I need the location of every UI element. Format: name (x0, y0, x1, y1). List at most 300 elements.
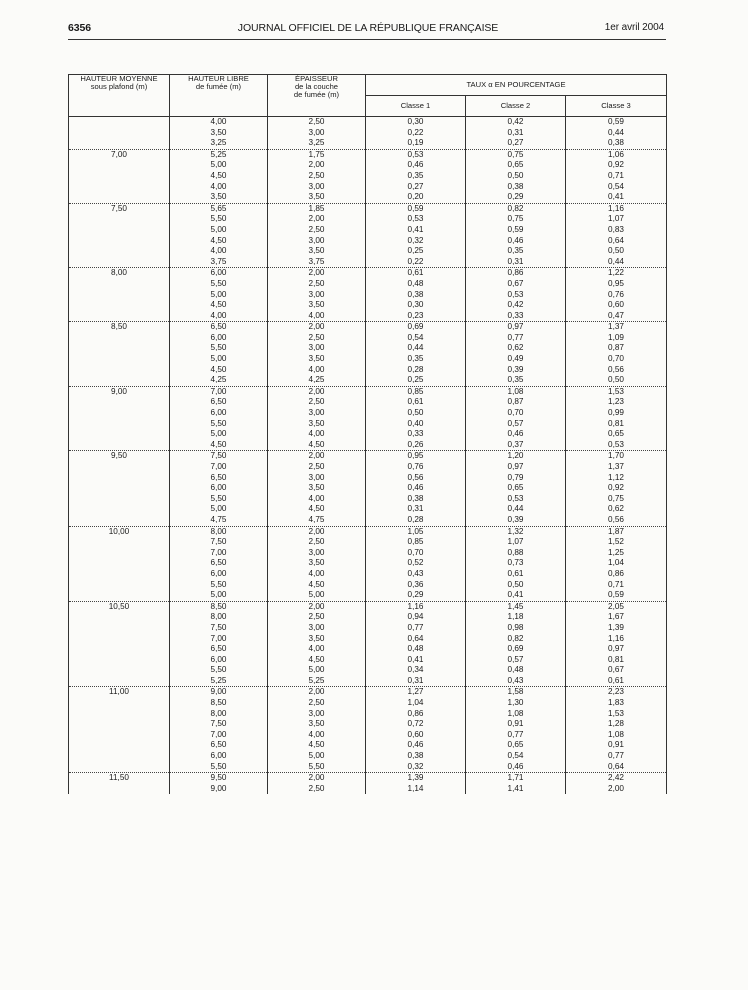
value: 0,46 (507, 761, 524, 771)
value: 0,47 (608, 310, 624, 320)
value: 0,91 (608, 740, 624, 750)
table-row (69, 322, 667, 387)
value: 0,30 (407, 300, 424, 310)
classe-1-cell (366, 117, 466, 150)
hauteur-libre-cell (170, 601, 268, 687)
value: 0,76 (608, 289, 624, 299)
classe-3-cell (566, 451, 667, 526)
col-header-taux: TAUX α EN POURCENTAGE (366, 75, 667, 96)
value: 2,00 (308, 160, 325, 170)
value: 0,49 (507, 354, 524, 364)
value: 4,50 (308, 740, 325, 750)
value: 3,25 (210, 138, 227, 148)
value: 4,50 (308, 579, 325, 589)
classe-2-cell (466, 386, 566, 451)
value: 0,60 (608, 300, 624, 310)
value: 3,00 (308, 708, 325, 718)
value: 0,65 (507, 740, 524, 750)
value: 0,64 (608, 761, 624, 771)
value: 0,37 (507, 439, 524, 449)
value: 0,91 (507, 719, 524, 729)
value: 0,38 (608, 138, 624, 148)
classe-1-cell (366, 386, 466, 451)
classe-3-cell (566, 687, 667, 773)
value: 0,71 (608, 579, 624, 589)
value: 8,00 (210, 526, 227, 536)
page-header (68, 22, 668, 38)
value: 5,00 (210, 429, 227, 439)
table-row (69, 386, 667, 451)
value: 0,46 (407, 740, 424, 750)
value: 0,43 (507, 675, 524, 685)
table-row (69, 117, 667, 150)
value: 0,75 (507, 149, 524, 159)
value: 0,41 (407, 654, 424, 664)
col-header-line: de fumée (m) (293, 90, 340, 100)
value: 2,50 (308, 117, 325, 126)
value: 3,50 (210, 192, 227, 202)
value: 0,56 (407, 472, 424, 482)
value: 0,81 (608, 654, 624, 664)
value: 0,88 (507, 547, 524, 557)
value: 7,00 (210, 729, 227, 739)
value: 0,95 (407, 451, 424, 461)
value: 0,50 (507, 170, 524, 180)
value: 1,30 (507, 698, 524, 708)
value: 1,58 (507, 687, 524, 697)
value: 1,07 (608, 214, 624, 224)
classe-3-cell (566, 322, 667, 387)
value: 2,50 (308, 698, 325, 708)
value: 0,39 (507, 364, 524, 374)
value: 2,05 (608, 601, 624, 611)
value: 0,34 (407, 665, 424, 675)
value: 0,87 (507, 397, 524, 407)
value: 5,50 (210, 214, 227, 224)
value: 0,31 (407, 675, 424, 685)
value: 1,22 (608, 268, 624, 278)
classe-2-cell (466, 268, 566, 322)
hauteur-moyenne-cell: 8,00 (69, 268, 170, 322)
table-row (69, 149, 667, 203)
col-header-classe-3: Classe 3 (566, 96, 667, 117)
col-header-hauteur-moyenne (69, 75, 170, 117)
epaisseur-cell (268, 687, 366, 773)
value: 1,37 (608, 462, 624, 471)
hauteur-moyenne-cell: 8,50 (69, 322, 170, 387)
hauteur-libre-cell (170, 773, 268, 795)
value: 4,00 (308, 568, 325, 578)
value: 0,38 (507, 181, 524, 191)
classe-2-cell (466, 773, 566, 795)
value: 4,50 (210, 439, 227, 449)
value: 0,38 (407, 493, 424, 503)
value: 7,50 (210, 622, 227, 632)
value: 4,50 (210, 235, 227, 245)
table-row (69, 451, 667, 526)
value: 0,35 (507, 375, 524, 385)
value: 0,44 (608, 256, 624, 266)
value: 4,00 (308, 364, 325, 374)
value: 0,77 (507, 332, 524, 342)
value: 2,00 (308, 773, 325, 783)
value: 0,69 (507, 644, 524, 654)
hauteur-moyenne-cell: 10,50 (69, 601, 170, 687)
classe-1-cell (366, 773, 466, 795)
value: 5,00 (210, 160, 227, 170)
value: 0,86 (407, 708, 424, 718)
value: 0,31 (507, 256, 524, 266)
table-body (69, 117, 667, 795)
value: 0,56 (608, 514, 624, 524)
value: 5,50 (210, 278, 227, 288)
value: 0,35 (407, 170, 424, 180)
value: 0,61 (507, 568, 524, 578)
value: 0,72 (407, 719, 424, 729)
value: 4,00 (308, 310, 325, 320)
value: 0,44 (608, 127, 624, 137)
value: 5,00 (308, 590, 325, 600)
smoke-rate-table (68, 74, 667, 794)
value: 2,50 (308, 224, 325, 234)
value: 3,50 (308, 354, 325, 364)
value: 0,98 (507, 622, 524, 632)
value: 1,16 (407, 601, 424, 611)
value: 0,42 (507, 300, 524, 310)
classe-2-cell (466, 451, 566, 526)
hauteur-moyenne-cell: 9,50 (69, 451, 170, 526)
table-row (69, 268, 667, 322)
epaisseur-cell (268, 322, 366, 387)
value: 0,53 (407, 214, 424, 224)
value: 6,00 (210, 408, 227, 418)
value: 0,41 (507, 590, 524, 600)
value: 0,71 (608, 170, 624, 180)
classe-3-cell (566, 268, 667, 322)
value: 0,31 (407, 504, 424, 514)
value: 1,53 (608, 386, 624, 396)
value: 0,42 (507, 117, 524, 126)
value: 3,00 (308, 127, 325, 137)
value: 0,32 (407, 761, 424, 771)
value: 6,50 (210, 397, 227, 407)
value: 0,41 (407, 224, 424, 234)
value: 1,71 (507, 773, 524, 783)
hauteur-libre-cell (170, 526, 268, 601)
value: 2,50 (308, 612, 325, 622)
value: 0,25 (407, 246, 424, 256)
value: 0,99 (608, 408, 624, 418)
value: 0,92 (608, 483, 624, 493)
value: 9,50 (210, 773, 227, 783)
value: 0,26 (407, 439, 424, 449)
value: 3,00 (308, 235, 325, 245)
value: 6,00 (210, 751, 227, 761)
value: 3,00 (308, 472, 325, 482)
value: 0,43 (407, 568, 424, 578)
value: 0,95 (608, 278, 624, 288)
value: 7,00 (210, 633, 227, 643)
value: 2,50 (308, 170, 325, 180)
value: 1,53 (608, 708, 624, 718)
value: 6,00 (210, 332, 227, 342)
value: 1,39 (407, 773, 424, 783)
value: 1,14 (407, 783, 424, 793)
value: 8,00 (210, 612, 227, 622)
value: 4,50 (210, 364, 227, 374)
value: 1,39 (608, 622, 624, 632)
col-header-line: de la couche (294, 82, 339, 92)
value: 5,00 (308, 751, 325, 761)
value: 5,65 (210, 203, 227, 213)
value: 2,50 (308, 278, 325, 288)
journal-title: JOURNAL OFFICIEL DE LA RÉPUBLIQUE FRANÇAISE (237, 22, 499, 34)
value: 4,50 (308, 504, 325, 514)
value: 2,00 (308, 526, 325, 536)
value: 7,00 (210, 386, 227, 396)
value: 4,00 (308, 429, 325, 439)
value: 0,59 (608, 590, 624, 600)
hauteur-moyenne-cell: 9,00 (69, 386, 170, 451)
hauteur-libre-cell (170, 386, 268, 451)
value: 0,44 (507, 504, 524, 514)
value: 1,04 (407, 698, 424, 708)
classe-1-cell (366, 149, 466, 203)
epaisseur-cell (268, 773, 366, 795)
value: 1,67 (608, 612, 624, 622)
value: 4,50 (308, 654, 325, 664)
value: 2,00 (308, 687, 325, 697)
value: 4,50 (308, 439, 325, 449)
value: 1,08 (507, 386, 524, 396)
classe-1-cell (366, 601, 466, 687)
value: 0,48 (407, 278, 424, 288)
value: 0,57 (507, 418, 524, 428)
value: 6,50 (210, 644, 227, 654)
value: 1,16 (608, 203, 624, 213)
classe-2-cell (466, 149, 566, 203)
value: 0,81 (608, 418, 624, 428)
table-row (69, 773, 667, 795)
epaisseur-cell (268, 601, 366, 687)
value: 6,50 (210, 740, 227, 750)
classe-1-cell (366, 687, 466, 773)
value: 0,64 (407, 633, 424, 643)
value: 4,75 (308, 514, 325, 524)
classe-2-cell (466, 526, 566, 601)
value: 4,00 (210, 117, 227, 126)
value: 0,35 (507, 246, 524, 256)
value: 0,50 (407, 408, 424, 418)
epaisseur-cell (268, 117, 366, 150)
value: 0,23 (407, 310, 424, 320)
header-rule (68, 39, 666, 40)
value: 4,00 (308, 644, 325, 654)
value: 1,25 (608, 547, 624, 557)
value: 4,00 (210, 181, 227, 191)
value: 0,97 (507, 462, 524, 471)
value: 1,07 (507, 537, 524, 547)
classe-2-cell (466, 203, 566, 268)
value: 3,50 (308, 246, 325, 256)
classe-2-cell (466, 117, 566, 150)
value: 0,77 (507, 729, 524, 739)
value: 1,09 (608, 332, 624, 342)
value: 4,25 (308, 375, 325, 385)
value: 4,00 (308, 729, 325, 739)
hauteur-libre-cell (170, 268, 268, 322)
value: 0,54 (608, 181, 624, 191)
value: 1,37 (608, 322, 624, 332)
value: 5,00 (308, 665, 325, 675)
value: 3,50 (308, 418, 325, 428)
value: 1,12 (608, 472, 624, 482)
value: 0,53 (407, 149, 424, 159)
value: 0,59 (507, 224, 524, 234)
value: 0,31 (507, 127, 524, 137)
value: 1,83 (608, 698, 624, 708)
hauteur-libre-cell (170, 117, 268, 150)
classe-3-cell (566, 203, 667, 268)
hauteur-moyenne-cell: 11,00 (69, 687, 170, 773)
value: 0,39 (507, 514, 524, 524)
value: 0,50 (507, 579, 524, 589)
epaisseur-cell (268, 526, 366, 601)
value: 5,50 (308, 761, 325, 771)
value: 5,50 (210, 493, 227, 503)
value: 0,97 (608, 644, 624, 654)
value: 4,50 (210, 170, 227, 180)
value: 2,50 (308, 397, 325, 407)
value: 2,23 (608, 687, 624, 697)
value: 0,73 (507, 558, 524, 568)
value: 0,76 (407, 462, 424, 471)
value: 0,33 (407, 429, 424, 439)
col-header-line: de fumée (m) (195, 82, 242, 92)
value: 3,50 (308, 300, 325, 310)
value: 0,69 (407, 322, 424, 332)
table-row (69, 601, 667, 687)
epaisseur-cell (268, 386, 366, 451)
value: 8,50 (210, 698, 227, 708)
value: 3,00 (308, 343, 325, 353)
value: 3,50 (308, 483, 325, 493)
value: 3,25 (308, 138, 325, 148)
hauteur-libre-cell (170, 149, 268, 203)
value: 2,50 (308, 537, 325, 547)
value: 0,53 (507, 493, 524, 503)
value: 6,50 (210, 558, 227, 568)
value: 5,50 (210, 579, 227, 589)
publication-date: 1er avril 2004 (604, 22, 664, 33)
value: 6,50 (210, 322, 227, 332)
value: 5,50 (210, 665, 227, 675)
value: 0,61 (407, 268, 424, 278)
value: 4,00 (210, 246, 227, 256)
value: 0,28 (407, 514, 424, 524)
value: 0,62 (507, 343, 524, 353)
value: 3,75 (308, 256, 325, 266)
value: 2,00 (308, 386, 325, 396)
value: 0,19 (407, 138, 424, 148)
classe-3-cell (566, 117, 667, 150)
value: 9,00 (210, 783, 227, 793)
value: 0,46 (407, 483, 424, 493)
classe-3-cell (566, 526, 667, 601)
value: 4,50 (210, 300, 227, 310)
value: 0,79 (507, 472, 524, 482)
classe-2-cell (466, 601, 566, 687)
hauteur-libre-cell (170, 322, 268, 387)
classe-1-cell (366, 268, 466, 322)
hauteur-moyenne-cell: 7,50 (69, 203, 170, 268)
value: 2,00 (308, 268, 325, 278)
value: 5,50 (210, 343, 227, 353)
value: 5,00 (210, 504, 227, 514)
table-row (69, 203, 667, 268)
value: 0,65 (507, 483, 524, 493)
value: 0,38 (407, 289, 424, 299)
value: 0,29 (407, 590, 424, 600)
value: 0,50 (608, 375, 624, 385)
value: 0,86 (608, 568, 624, 578)
value: 0,61 (608, 675, 624, 685)
col-header-line: HAUTEUR MOYENNE (80, 74, 158, 83)
value: 3,50 (210, 127, 227, 137)
value: 2,00 (308, 322, 325, 332)
value: 2,00 (308, 601, 325, 611)
hauteur-moyenne-cell (69, 117, 170, 150)
value: 0,53 (507, 289, 524, 299)
classe-1-cell (366, 203, 466, 268)
value: 5,00 (210, 224, 227, 234)
value: 0,70 (507, 408, 524, 418)
value: 2,00 (308, 451, 325, 461)
value: 2,50 (308, 332, 325, 342)
value: 0,56 (608, 364, 624, 374)
value: 4,25 (210, 375, 227, 385)
epaisseur-cell (268, 268, 366, 322)
value: 7,50 (210, 537, 227, 547)
value: 5,00 (210, 354, 227, 364)
value: 0,50 (608, 246, 624, 256)
value: 1,70 (608, 451, 624, 461)
value: 0,20 (407, 192, 424, 202)
value: 0,65 (507, 160, 524, 170)
classe-3-cell (566, 386, 667, 451)
value: 2,00 (608, 783, 624, 793)
classe-3-cell (566, 149, 667, 203)
hauteur-moyenne-cell: 7,00 (69, 149, 170, 203)
value: 0,82 (507, 633, 524, 643)
value: 0,53 (608, 439, 624, 449)
value: 3,50 (308, 719, 325, 729)
value: 2,00 (308, 214, 325, 224)
value: 0,62 (608, 504, 624, 514)
value: 3,00 (308, 547, 325, 557)
epaisseur-cell (268, 203, 366, 268)
value: 0,22 (407, 127, 424, 137)
value: 0,46 (407, 160, 424, 170)
col-header-classe-1: Classe 1 (366, 96, 466, 117)
classe-2-cell (466, 322, 566, 387)
value: 0,83 (608, 224, 624, 234)
value: 1,08 (608, 729, 624, 739)
value: 0,70 (407, 547, 424, 557)
value: 0,77 (608, 751, 624, 761)
value: 3,50 (308, 633, 325, 643)
value: 0,77 (407, 622, 424, 632)
